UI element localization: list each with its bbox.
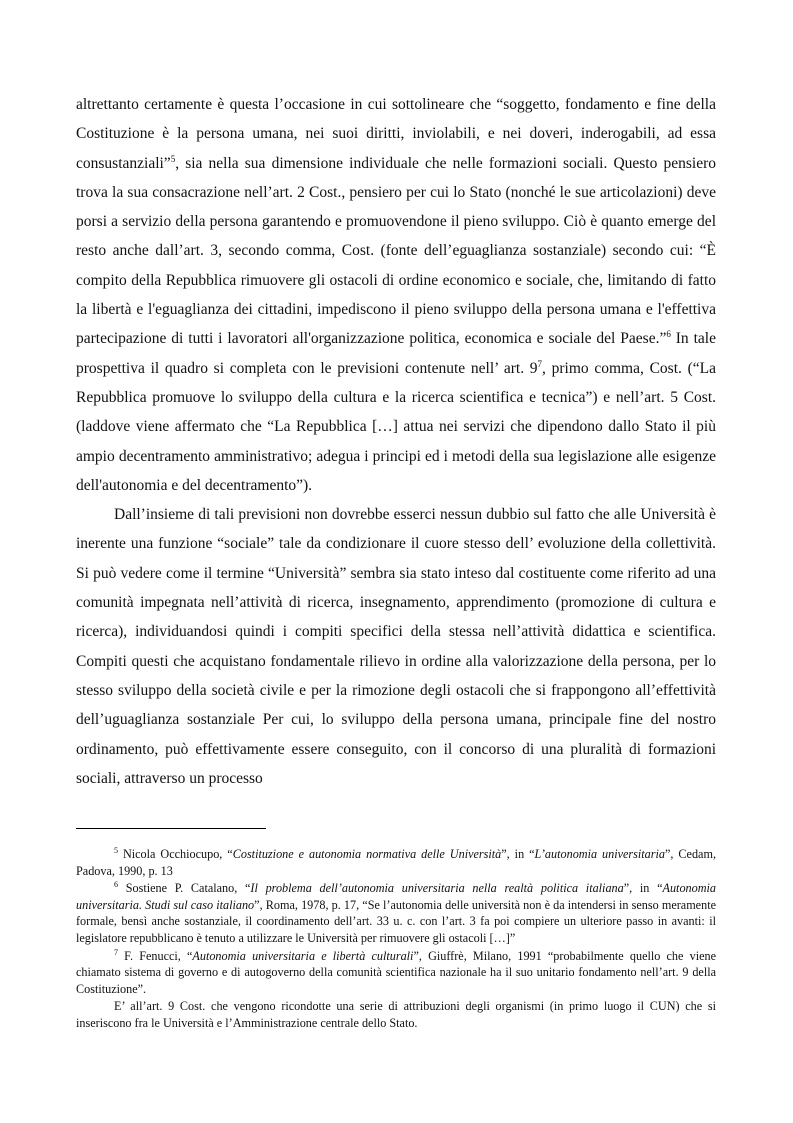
- footnote-7-continued: E’ all’art. 9 Cost. che vengono ricondotte una serie di attribuzioni degli organismi (in primo luogo il CUN) che si inseriscono fra le Università e l’Amministrazione centrale dello Stato.: [76, 999, 716, 1030]
- footnotes: [76, 846, 716, 1033]
- footnote-7-text-b: ”, Giuffrè, Milano, 1991 “probabilmente quello che viene chiamato sistema di governo e di autogoverno della comunità scientifica nazionale ha il suo unitario fondamento nell’art. 9 della Costituzione”.: [76, 948, 716, 996]
- footnote-6: [76, 880, 716, 946]
- body-text: [76, 90, 716, 793]
- footnote-5-text-a: Nicola Occhiocupo, “: [118, 847, 233, 861]
- paragraph-1: [76, 90, 716, 500]
- footnote-5-book: L’autonomia universitaria: [534, 847, 665, 861]
- footnote-5: [76, 846, 716, 879]
- paragraph-1-part-2: , sia nella sua dimensione individuale che nelle formazioni sociali. Questo pensiero trova la sua consacrazione nell’art. 2 Cost., pensiero per cui lo Stato (nonché le sue articolazioni) deve porsi a servizio della persona garantendo e promuovendone il pieno sviluppo. Ciò è quanto emerge del resto anche dall’art. 3, secondo comma, Cost. (fonte dell’eguaglianza sostanziale) secondo cui: “È compito della Repubblica rimuovere gli ostacoli di ordine economico e sociale, che, limitando di fatto la libertà e l'eguaglianza dei cittadini, impediscono il pieno sviluppo della persona umana e l'effettiva partecipazione di tutti i lavoratori all'organizzazione politica, economica e sociale del Paese.”: [76, 154, 716, 348]
- paragraph-1-part-4: , primo comma, Cost. (“La Repubblica promuove lo sviluppo della cultura e la ricerca scientifica e tecnica”) e nell’art. 5 Cost. (laddove viene affermato che “La Repubblica […] attua nei servizi che dipendono dallo Stato il più ampio decentramento amministrativo; adegua i principi ed i metodi della sua legislazione alle esigenze dell'autonomia e del decentramento”).: [76, 359, 716, 494]
- paragraph-2: Dall’insieme di tali previsioni non dovrebbe esserci nessun dubbio sul fatto che alle Università è inerente una funzione “sociale” tale da condizionare il cuore stesso dell’ evoluzione della collettività. Si può vedere come il termine “Università” sembra sia stato inteso dal costituente come riferito ad una comunità impegnata nell’attività di ricerca, insegnamento, apprendimento (promozione di cultura e ricerca), individuandosi quindi i compiti specifici della stessa nell’attività didattica e scientifica. Compiti questi che acquistano fondamentale rilievo in ordine alla valorizzazione della persona, per lo stesso sviluppo della società civile e per la rimozione degli ostacoli che si frappongono all’effettività dell’uguaglianza sostanziale Per cui, lo sviluppo della persona umana, principale fine del nostro ordinamento, può effettivamente essere conseguito, con il concorso di una pluralità di formazioni sociali, attraverso un processo: [76, 506, 716, 787]
- footnote-7-text-a: F. Fenucci, “: [118, 948, 193, 963]
- footnote-ref-7: 7: [537, 358, 543, 369]
- footnote-6-text-c: ”, Roma, 1978, p. 17, “Se l’autonomia delle università non è da intendersi in senso meramente formale, bensì anche sostanziale, il coordinamento dell’art. 33 u. c. con l’art. 3 fa poi compiere un ulteriore passo in avanti: il legislatore repubblicano è tenuto a utilizzare le Università per rimuovere gli ostacoli […]”: [76, 897, 716, 945]
- footnote-ref-6: 6: [666, 329, 671, 340]
- footnote-7-title: Autonomia universitaria e libertà culturali: [192, 948, 414, 963]
- footnote-5-text-c: ”, Cedam, Padova, 1990, p. 13: [76, 847, 716, 878]
- footnote-7: [76, 948, 716, 998]
- footnote-5-text-b: ”, in “: [501, 847, 535, 861]
- footnote-separator: [76, 828, 266, 829]
- paragraph-1-part-1: altrettanto certamente è questa l’occasione in cui sottolineare che “soggetto, fondamento e fine della Costituzione è la persona umana, nei suoi diritti, inviolabili, e nei doveri, inderogabili, ad essa consustanziali”: [76, 96, 716, 172]
- footnote-7-number: 7: [114, 947, 118, 957]
- footnote-5-title: Costituzione e autonomia normativa delle Università: [232, 847, 502, 861]
- footnote-6-text-a: Sostiene P. Catalano, “: [118, 881, 251, 896]
- footnote-6-text-b: ”, in “: [623, 881, 663, 896]
- paragraph-1-part-3: In tale prospettiva il quadro si completa con le previsioni contenute nell’ art. 9: [76, 330, 716, 377]
- footnote-6-number: 6: [114, 880, 118, 890]
- footnote-5-number: 5: [114, 845, 118, 855]
- footnote-ref-5: 5: [170, 153, 176, 164]
- footnote-6-book: Autonomia universitaria. Studi sul caso italiano: [76, 881, 717, 912]
- footnote-6-title: Il problema dell’autonomia universitaria nella realtà politica italiana: [250, 881, 624, 896]
